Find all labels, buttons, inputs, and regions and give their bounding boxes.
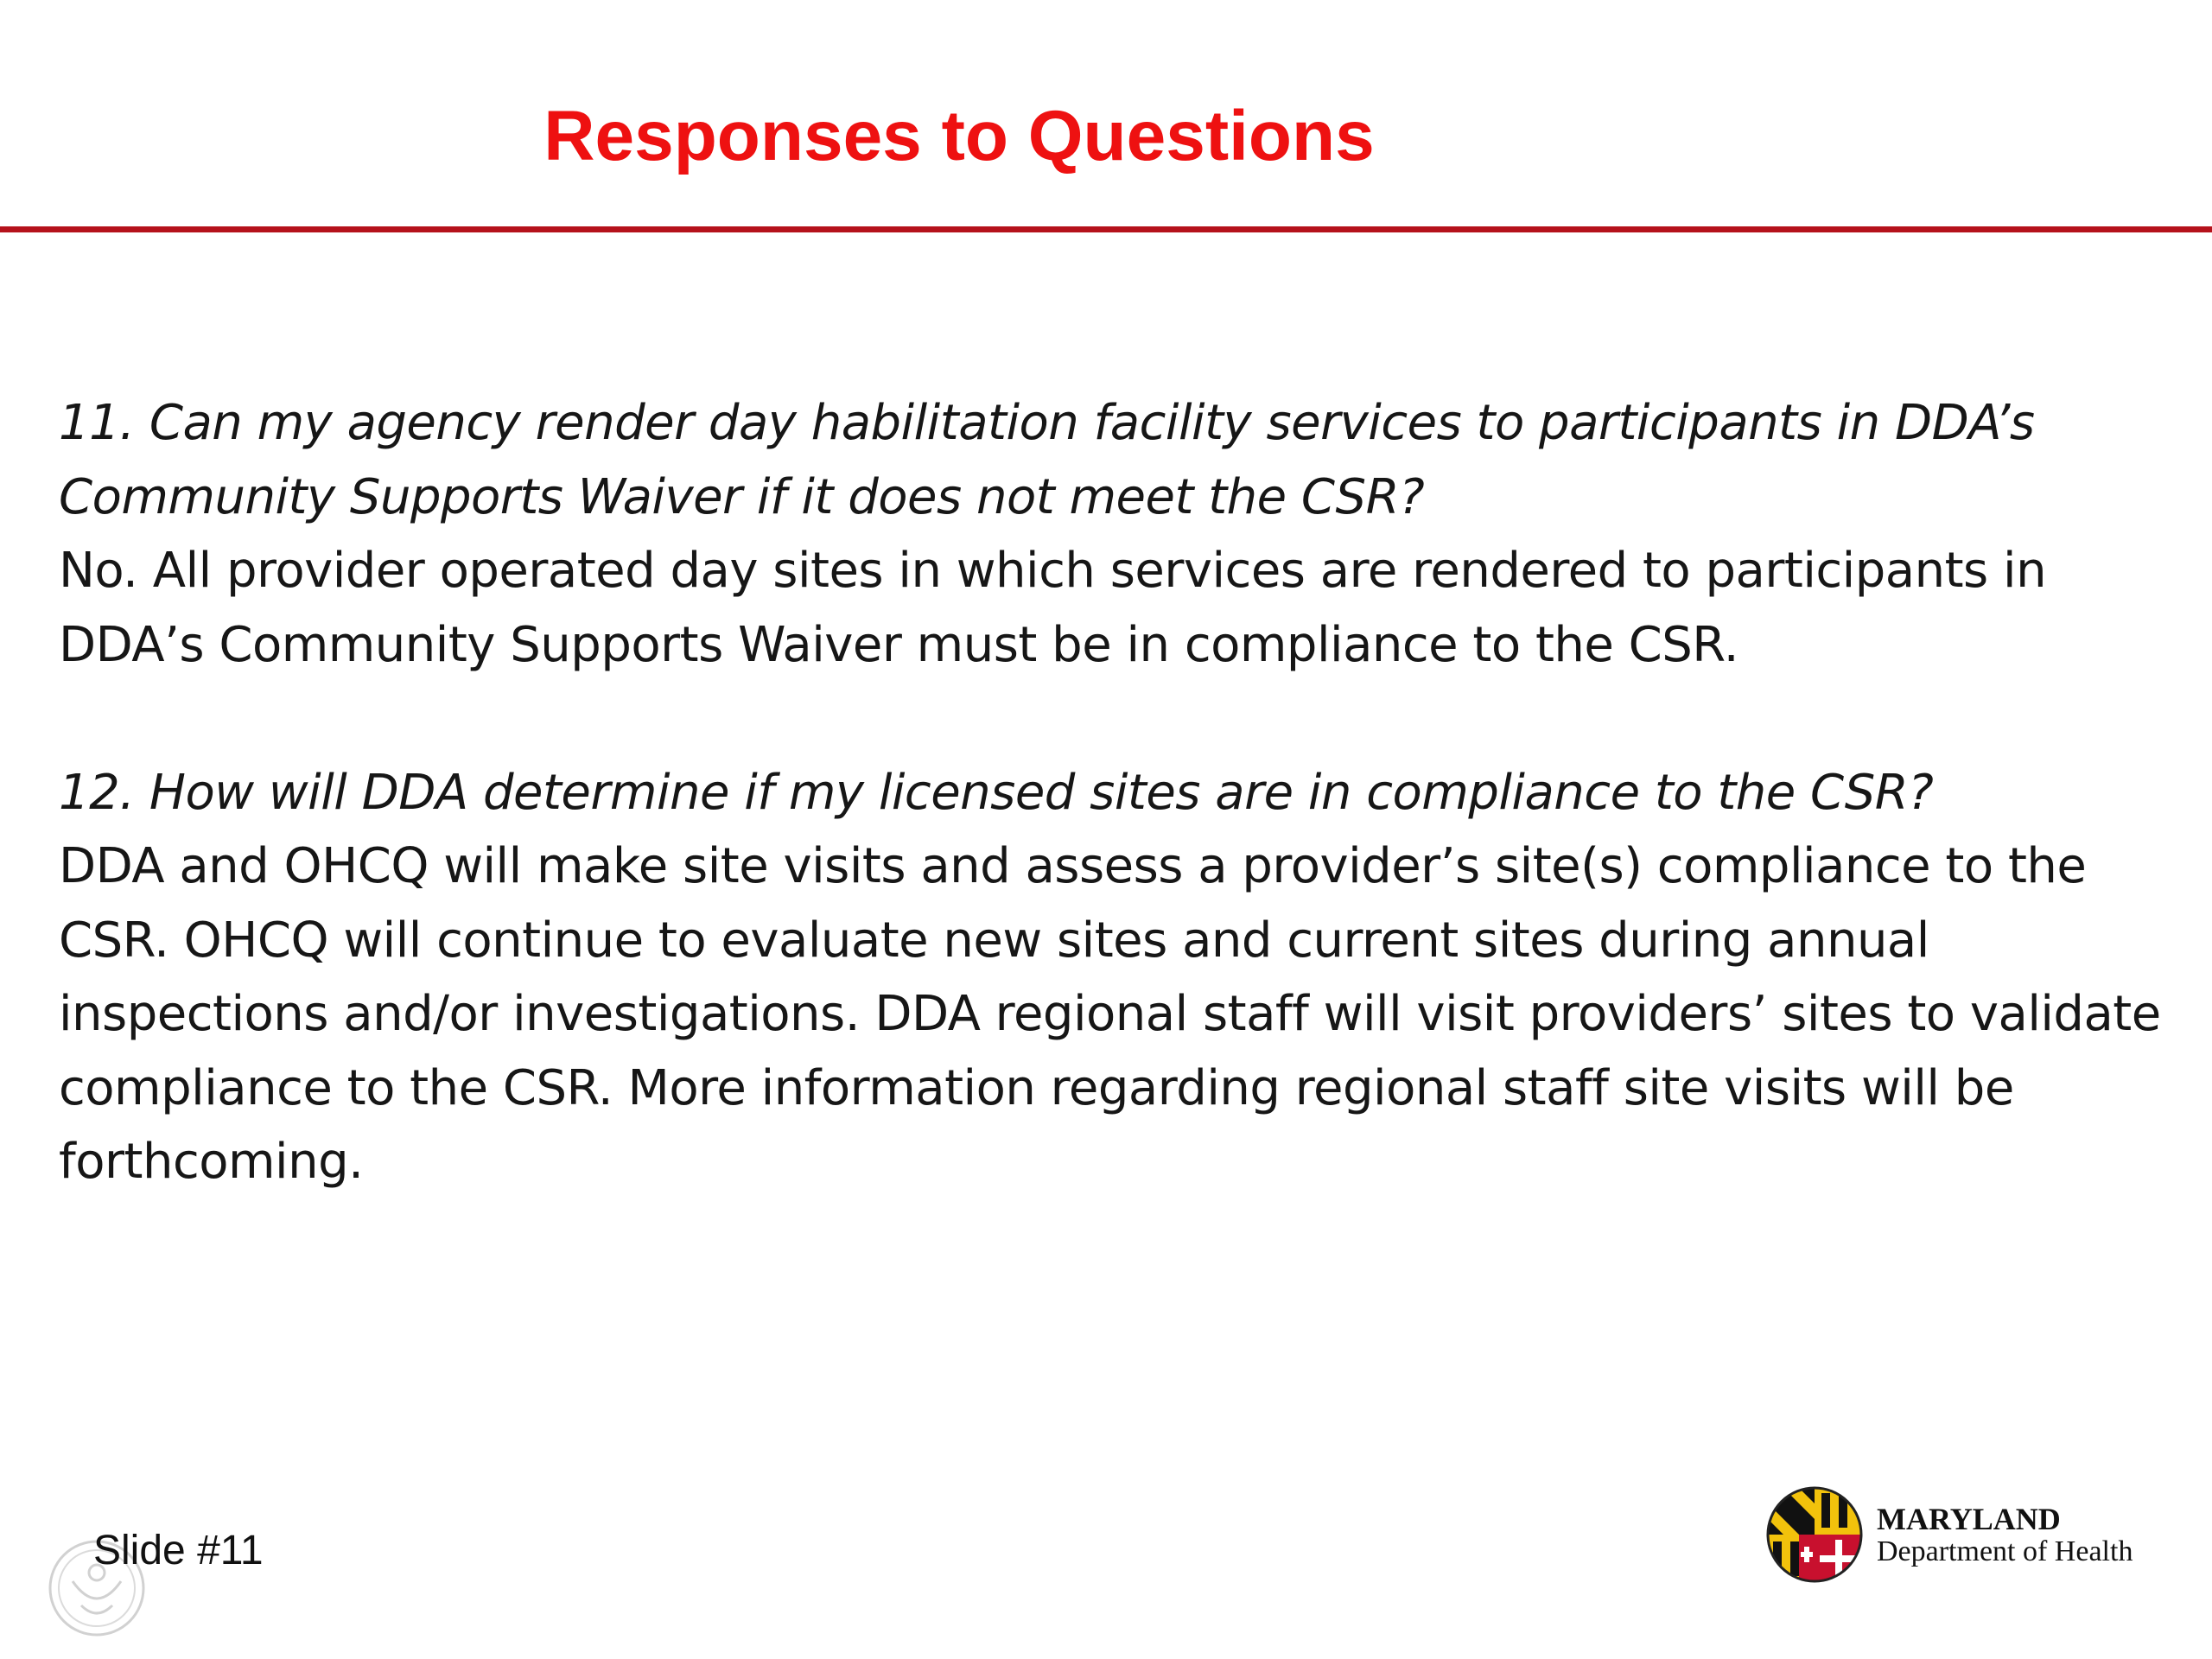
maryland-flag-seal-icon [1766, 1486, 1863, 1583]
qa-item-11 [59, 386, 2167, 682]
question-11: 11. Can my agency render day habilitation facility services to participants in DDA’s Community Supports Waiver if it does not meet the CSR? [59, 395, 2035, 525]
maryland-health-logo [1766, 1483, 2181, 1586]
title-divider [0, 226, 2212, 232]
question-12: 12. How will DDA determine if my licensed sites are in compliance to the CSR? [59, 764, 1934, 821]
slide-title: Responses to Questions [543, 97, 1375, 175]
logo-department-name: Department of Health [1877, 1535, 2133, 1567]
qa-item-12 [59, 756, 2167, 1199]
answer-12: DDA and OHCQ will make site visits and assess a provider’s site(s) compliance to the CSR. OHCQ will continue to evaluate new sites and current sites during annual inspections and/or investigations. DDA regional staff will visit providers’ sites to validate compliance to the CSR. More information regarding regional staff site visits will be forthcoming. [59, 838, 2161, 1190]
logo-state-name: MARYLAND [1877, 1502, 2061, 1536]
slide-number: Slide #11 [93, 1528, 264, 1573]
qa-content [59, 386, 2167, 1273]
answer-11: No. All provider operated day sites in which services are rendered to participants in DDA’s Community Supports Waiver must be in compliance to the CSR. [59, 543, 2047, 673]
